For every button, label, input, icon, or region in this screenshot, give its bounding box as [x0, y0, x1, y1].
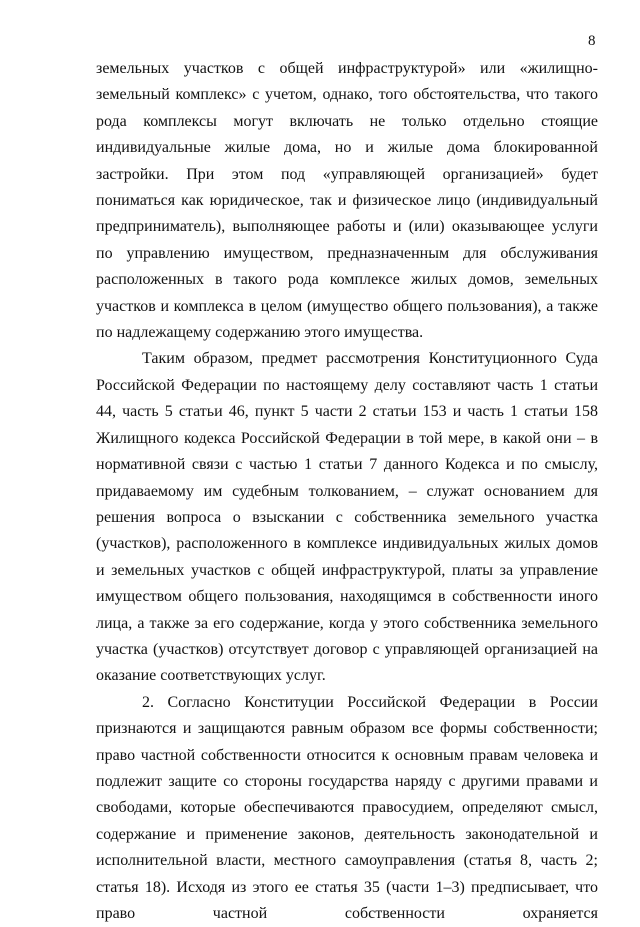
page-number: 8 [588, 33, 596, 49]
document-body [96, 56, 598, 927]
paragraph-subject-of-review: Таким образом, предмет рассмотрения Конституционного Суда Российской Федерации по настоящему делу составляют часть 1 статьи 44, часть 5 статьи 46, пункт 5 части 2 статьи 153 и часть 1 статьи 158 Жилищного кодекса Российской Федерации в той мере, в какой они – в нормативной связи с частью 1 статьи 7 данного Кодекса и по смыслу, придаваемому им судебным толкованием, – служат основанием для решения вопроса о взыскании с собственника земельного участка (участков), расположенного в комплексе индивидуальных жилых домов и земельных участков с общей инфраструктурой, платы за управление имуществом общего пользования, находящимся в собственности иного лица, а также за его содержание, когда у этого собственника земельного участка (участков) отсутствует договор с управляющей организацией на оказание соответствующих услуг. [96, 350, 598, 685]
paragraph-continuation: земельных участков с общей инфраструктурой» или «жилищно-земельный комплекс» с учетом, однако, того обстоятельства, что такого рода комплексы могут включать не только отдельно стоящие индивидуальные жилые дома, но и жилые дома блокированной застройки. При этом под «управляющей организацией» будет пониматься как юридическое, так и физическое лицо (индивидуальный предприниматель), выполняющее работы и (или) оказывающее услуги по управлению имуществом, предназначенным для обслуживания расположенных в такого рода комплексе жилых домов, земельных участков и комплекса в целом (имущество общего пользования), а также по надлежащему содержанию этого имущества. [96, 60, 598, 342]
paragraph-section-2: 2. Согласно Конституции Российской Федерации в России признаются и защищаются равным образом все формы собственности; право частной собственности относится к основным правам человека и подлежит защите со стороны государства наряду с другими правами и свободами, которые обеспечиваются правосудием, определяют смысл, содержание и применение законов, деятельность законодательной и исполнительной власти, местного самоуправления (статья 8, часть 2; статья 18). Исходя из этого ее статья 35 (части 1–3) предписывает, что право частной собственности охраняется [96, 693, 598, 922]
